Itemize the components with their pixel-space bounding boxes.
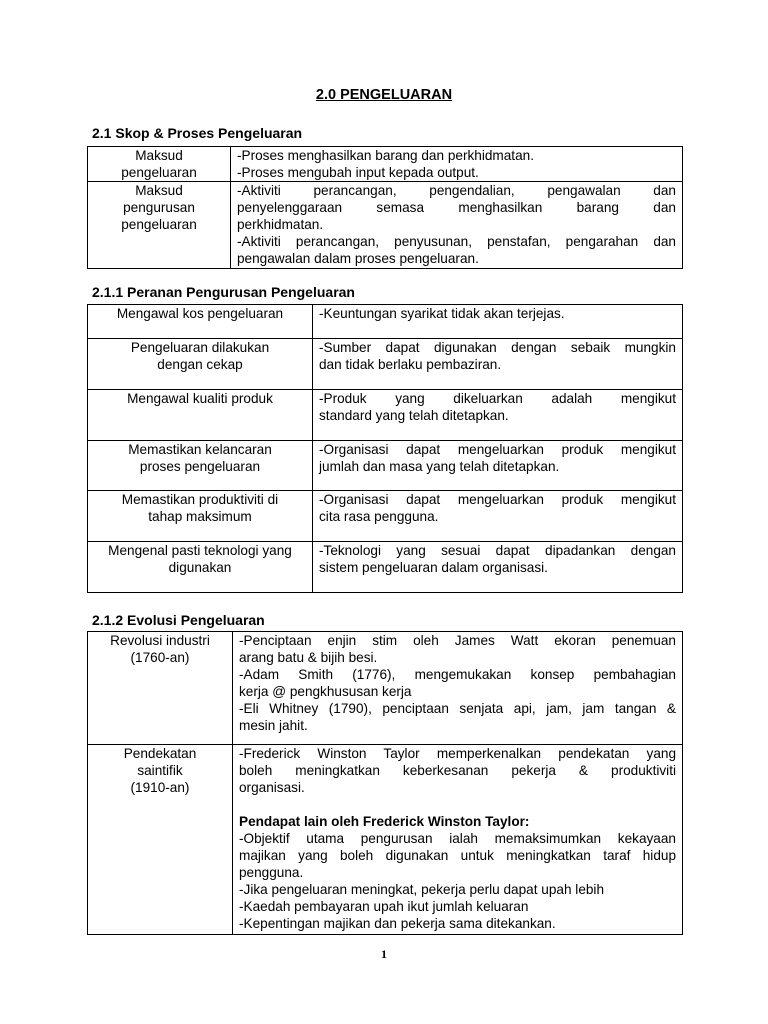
table-row bbox=[88, 441, 683, 491]
desc-line: -Proses menghasilkan barang dan perkhidmatan. bbox=[237, 148, 534, 163]
label-line: Maksud bbox=[135, 148, 183, 163]
table-row bbox=[88, 491, 683, 542]
row-description bbox=[231, 147, 683, 182]
row-description bbox=[233, 632, 683, 745]
desc-line: standard yang telah ditetapkan. bbox=[319, 408, 509, 423]
desc-line: -Frederick Winston Taylor memperkenalkan pendekatan yang bbox=[239, 746, 676, 761]
desc-line: -Jika pengeluaran meningkat, pekerja perlu dapat upah lebih bbox=[239, 882, 605, 897]
row-description bbox=[313, 441, 683, 491]
table-row bbox=[88, 305, 683, 339]
row-label bbox=[88, 441, 313, 491]
label-line: Revolusi industri bbox=[110, 633, 210, 648]
desc-line: perkhidmatan. bbox=[237, 217, 324, 232]
table-skop-proses bbox=[87, 146, 683, 269]
desc-line: dan tidak berlaku pembaziran. bbox=[319, 357, 502, 372]
row-description bbox=[233, 745, 683, 935]
desc-line: penyelenggaraan semasa menghasilkan barang dan bbox=[237, 200, 676, 215]
row-label bbox=[88, 305, 313, 339]
row-description bbox=[313, 339, 683, 390]
desc-line: -Kepentingan majikan dan pekerja sama ditekankan. bbox=[239, 916, 556, 931]
label-line: pengurusan bbox=[123, 200, 195, 215]
desc-line: -Organisasi dapat mengeluarkan produk mengikut bbox=[319, 492, 676, 507]
label-line: Pengeluaran dilakukan bbox=[130, 340, 270, 355]
table-row bbox=[88, 339, 683, 390]
table-row bbox=[88, 745, 683, 935]
row-label bbox=[88, 147, 231, 182]
label-line: Mengenal pasti teknologi yang bbox=[108, 543, 292, 558]
table-row bbox=[88, 147, 683, 182]
desc-line: -Sumber dapat digunakan dengan sebaik mungkin bbox=[319, 340, 676, 355]
row-label bbox=[88, 182, 231, 269]
table-row bbox=[88, 542, 683, 593]
row-label bbox=[88, 632, 233, 745]
label-line: Memastikan kelancaran bbox=[128, 442, 272, 457]
row-description bbox=[313, 305, 683, 339]
label-line: tahap maksimum bbox=[148, 509, 252, 524]
label-line: Mengawal kualiti produk bbox=[127, 391, 273, 406]
desc-line: sistem pengeluaran dalam organisasi. bbox=[319, 560, 548, 575]
desc-line: cita rasa pengguna. bbox=[319, 509, 439, 524]
page-number: 1 bbox=[381, 947, 387, 961]
desc-line: mesin jahit. bbox=[239, 718, 308, 733]
desc-line: -Adam Smith (1776), mengemukakan konsep pembahagian bbox=[239, 667, 676, 682]
desc-line: -Eli Whitney (1790), penciptaan senjata api, jam, jam tangan & bbox=[239, 701, 676, 716]
desc-line: pengawalan dalam proses pengeluaran. bbox=[237, 251, 479, 266]
desc-line: -Organisasi dapat mengeluarkan produk mengikut bbox=[319, 442, 676, 457]
section-heading-evolusi: 2.1.2 Evolusi Pengeluaran bbox=[92, 612, 265, 628]
table-peranan bbox=[87, 304, 683, 593]
desc-line: -Penciptaan enjin stim oleh James Watt ekoran penemuan bbox=[239, 633, 676, 648]
label-line: pengeluaran bbox=[121, 165, 197, 180]
row-label bbox=[88, 745, 233, 935]
desc-line: -Kaedah pembayaran upah ikut jumlah keluaran bbox=[239, 899, 529, 914]
desc-line: -Produk yang dikeluarkan adalah mengikut bbox=[319, 391, 676, 406]
label-line: Mengawal kos pengeluaran bbox=[116, 306, 284, 321]
row-description bbox=[231, 182, 683, 269]
section-heading-peranan: 2.1.1 Peranan Pengurusan Pengeluaran bbox=[92, 284, 355, 300]
section-heading-skop: 2.1 Skop & Proses Pengeluaran bbox=[92, 125, 303, 141]
label-line: Memastikan produktiviti di bbox=[121, 492, 279, 507]
label-line: dengan cekap bbox=[157, 357, 243, 372]
label-line: proses pengeluaran bbox=[139, 459, 261, 474]
row-description bbox=[313, 491, 683, 542]
desc-line: pengguna. bbox=[239, 865, 304, 880]
label-line: (1910-an) bbox=[130, 780, 190, 795]
document-title: 2.0 PENGELUARAN bbox=[315, 87, 453, 103]
desc-line: majikan yang boleh digunakan untuk meningkatkan taraf hidup bbox=[239, 848, 676, 863]
desc-line: -Teknologi yang sesuai dapat dipadankan dengan bbox=[319, 543, 676, 558]
label-line: Maksud bbox=[135, 183, 183, 198]
row-label bbox=[88, 542, 313, 593]
table-row bbox=[88, 632, 683, 745]
label-line: pengeluaran bbox=[121, 217, 197, 232]
label-line: (1760-an) bbox=[130, 650, 190, 665]
table-row bbox=[88, 390, 683, 441]
desc-line: -Proses mengubah input kepada output. bbox=[237, 165, 479, 180]
row-label bbox=[88, 339, 313, 390]
desc-line: organisasi. bbox=[239, 780, 305, 795]
table-evolusi bbox=[87, 631, 683, 935]
row-description bbox=[313, 542, 683, 593]
label-line: saintifik bbox=[137, 763, 183, 778]
label-line: Pendekatan bbox=[123, 746, 197, 761]
desc-line: -Aktiviti perancangan, penyusunan, penstafan, pengarahan dan bbox=[237, 234, 676, 249]
row-description bbox=[313, 390, 683, 441]
desc-line: jumlah dan masa yang telah ditetapkan. bbox=[319, 459, 560, 474]
desc-line: arang batu & bijih besi. bbox=[239, 650, 378, 665]
row-label bbox=[88, 390, 313, 441]
label-line: digunakan bbox=[168, 560, 232, 575]
subheading-taylor: Pendapat lain oleh Frederick Winston Taylor: bbox=[239, 814, 530, 829]
row-label bbox=[88, 491, 313, 542]
table-row bbox=[88, 182, 683, 269]
desc-line: boleh meningkatkan keberkesanan pekerja & produktiviti bbox=[239, 763, 676, 778]
desc-line: -Keuntungan syarikat tidak akan terjejas. bbox=[319, 306, 565, 321]
desc-line: kerja @ pengkhususan kerja bbox=[239, 684, 412, 699]
desc-line: -Objektif utama pengurusan ialah memaksimumkan kekayaan bbox=[239, 831, 676, 846]
desc-line: -Aktiviti perancangan, pengendalian, pengawalan dan bbox=[237, 183, 676, 198]
